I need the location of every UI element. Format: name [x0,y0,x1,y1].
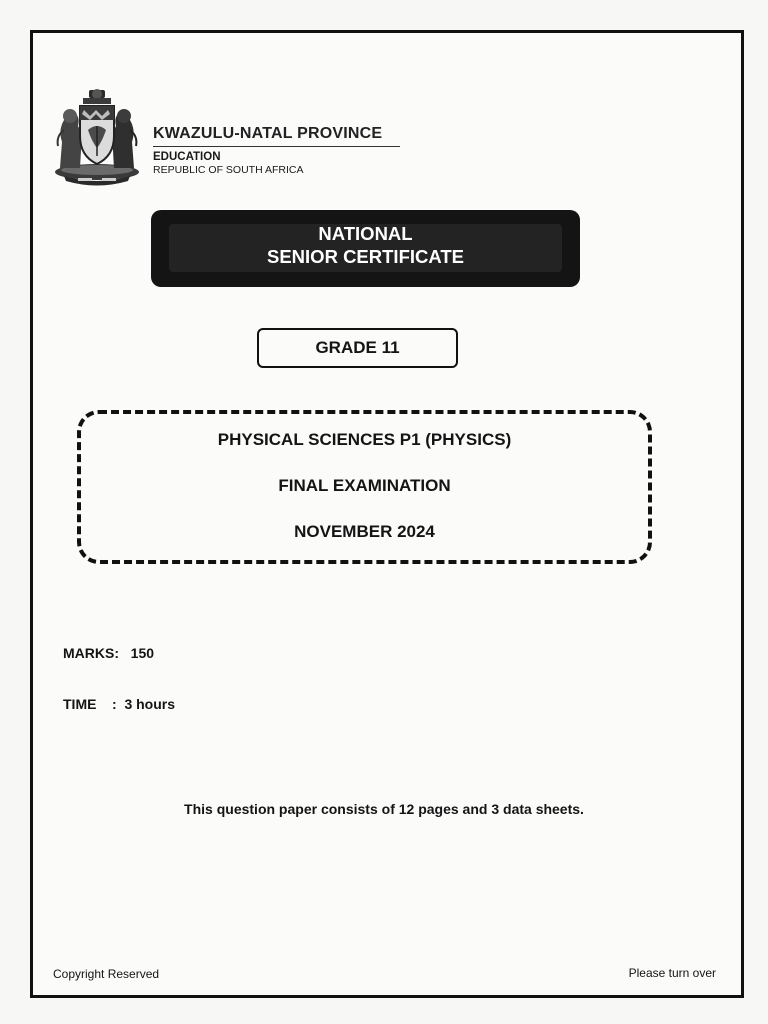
subject-box [77,410,652,564]
marks-info: MARKS: 150 [63,645,155,661]
republic-name: REPUBLIC OF SOUTH AFRICA [153,164,304,176]
time-info: TIME : 3 hours [63,696,176,712]
department-name: EDUCATION [153,151,221,163]
copyright-footer: Copyright Reserved [53,967,160,981]
turn-over-footer: Please turn over [628,966,716,980]
province-name: KWAZULU-NATAL PROVINCE [153,125,383,142]
banner-line-national: NATIONAL [318,223,413,244]
exam-type: FINAL EXAMINATION [278,476,451,495]
banner-line-senior-certificate: SENIOR CERTIFICATE [267,246,464,267]
subject-title: PHYSICAL SCIENCES P1 (PHYSICS) [217,430,512,449]
paper-contents-note: This question paper consists of 12 pages and 3 data sheets. [184,801,584,817]
coat-of-arms-icon [50,86,144,186]
grade-label: GRADE 11 [257,328,458,368]
header-divider [153,146,400,147]
exam-date: NOVEMBER 2024 [294,522,435,541]
certificate-banner [151,210,580,287]
